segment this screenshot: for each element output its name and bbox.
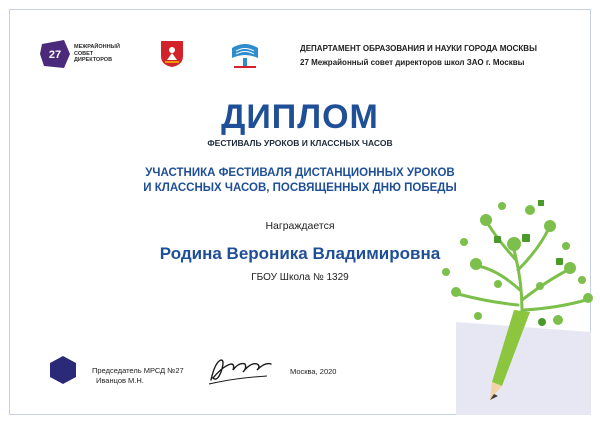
awarded-label: Награждается	[265, 220, 335, 232]
mrsd-27-logo	[40, 40, 120, 80]
chair-title: Председатель МРСД №27	[92, 366, 184, 375]
recipient-school: ГБОУ Школа № 1329	[251, 272, 349, 283]
participant-line-1: УЧАСТНИКА ФЕСТИВАЛЯ ДИСТАНЦИОННЫХ УРОКОВ	[145, 167, 455, 179]
department-emblem-icon	[228, 38, 262, 70]
logo-27-hexagon	[40, 40, 70, 68]
logo-text: МЕЖРАЙОННЫЙ СОВЕТ ДИРЕКТОРОВ	[74, 44, 120, 63]
recipient-name: Родина Вероника Владимировна	[159, 244, 441, 263]
chair-signature-block	[92, 366, 212, 386]
council-name: 27 Межрайонный совет директоров школ ЗАО г. Москвы	[300, 58, 525, 67]
festival-subtitle: ФЕСТИВАЛЬ УРОКОВ И КЛАССНЫХ ЧАСОВ	[207, 138, 393, 148]
signature-image	[205, 352, 275, 386]
education-tree-illustration	[418, 190, 600, 410]
department-name: ДЕПАРТАМЕНТ ОБРАЗОВАНИЯ И НАУКИ ГОРОДА МОСКВЫ	[300, 44, 537, 53]
diploma-title: ДИПЛОМ	[221, 98, 379, 136]
participant-line-2: И КЛАССНЫХ ЧАСОВ, ПОСВЯЩЕННЫХ ДНЮ ПОБЕДЫ	[143, 182, 457, 194]
chair-name: Иванцов М.Н.	[96, 376, 144, 385]
moscow-coat-of-arms-icon	[160, 40, 184, 68]
hexagon-decoration-icon	[50, 356, 76, 384]
pencil-icon	[490, 310, 530, 400]
city-year: Москва, 2020	[290, 367, 337, 376]
department-header	[300, 42, 570, 70]
logo-number: 27	[48, 49, 62, 61]
